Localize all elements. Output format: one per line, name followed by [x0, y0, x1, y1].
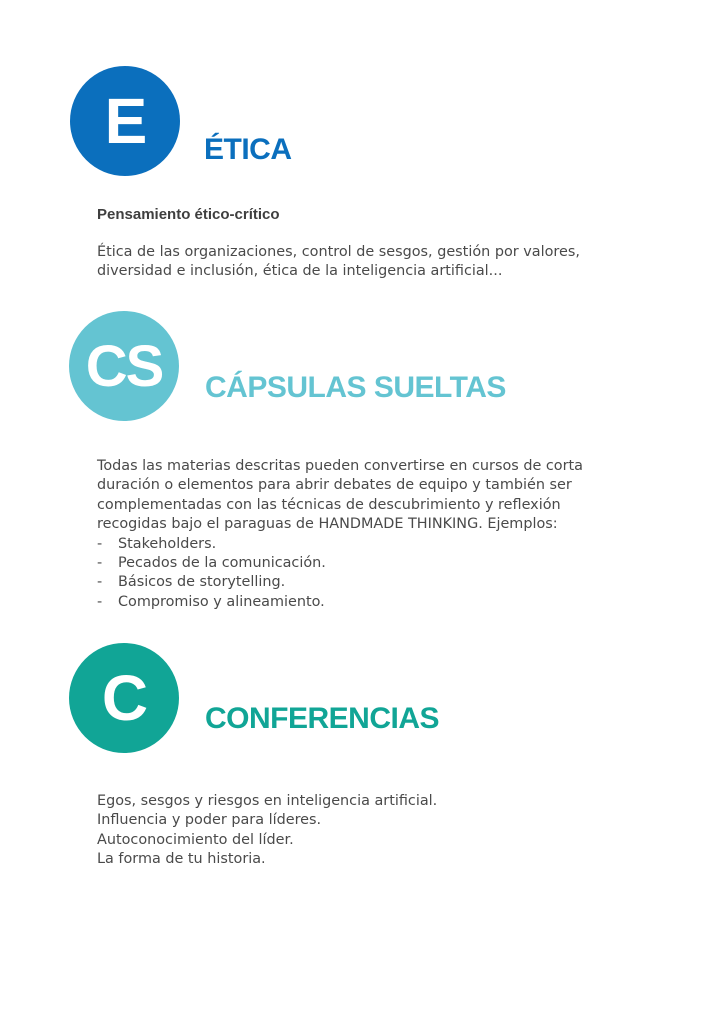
- list-dash: -: [97, 574, 103, 591]
- etica-description-line: Ética de las organizaciones, control de sesgos, gestión por valores,: [97, 244, 580, 260]
- conferencias-talk-item: Influencia y poder para líderes.: [97, 812, 322, 829]
- capsulas-title: CÁPSULAS SUELTAS: [205, 371, 506, 404]
- etica-badge: [70, 66, 180, 176]
- conferencias-badge: [69, 643, 179, 753]
- list-dash: -: [97, 555, 103, 572]
- capsulas-badge: [69, 311, 179, 421]
- capsulas-description-line: recogidas bajo el paraguas de HANDMADE THINKING. Ejemplos:: [97, 516, 558, 533]
- capsulas-description-line: complementadas con las técnicas de descubrimiento y reflexión: [97, 496, 561, 513]
- conferencias-talk-item: La forma de tu historia.: [97, 851, 266, 868]
- conferencias-talk-item: Autoconocimiento del líder.: [97, 831, 294, 848]
- conferencias-talk-list: [97, 792, 437, 870]
- capsulas-examples-list: [97, 535, 583, 613]
- conferencias-title: CONFERENCIAS: [205, 702, 440, 735]
- conferencias-badge-letter: C: [101, 662, 147, 734]
- list-item-text: Pecados de la comunicación.: [118, 555, 326, 572]
- list-dash: -: [97, 593, 103, 610]
- capsulas-description-line: Todas las materias descritas pueden convertirse en cursos de corta: [97, 458, 583, 474]
- list-item-text: Básicos de storytelling.: [118, 574, 286, 591]
- capsulas-description: [97, 457, 583, 612]
- capsulas-description-line: duración o elementos para abrir debates de equipo y también ser: [97, 477, 572, 494]
- etica-description-line: diversidad e inclusión, ética de la inteligencia artificial...: [97, 263, 503, 280]
- capsulas-badge-letters: CS: [85, 333, 163, 399]
- list-item: [97, 535, 583, 554]
- list-item-text: Stakeholders.: [118, 535, 217, 552]
- list-dash: -: [97, 535, 103, 552]
- etica-subheading: Pensamiento ético-crítico: [97, 206, 280, 223]
- etica-badge-letter: E: [104, 85, 146, 157]
- list-item: [97, 573, 583, 592]
- conferencias-talk-item: Egos, sesgos y riesgos en inteligencia artificial.: [97, 793, 438, 809]
- etica-description: [97, 243, 580, 282]
- list-item: [97, 554, 583, 573]
- etica-title: ÉTICA: [204, 133, 292, 166]
- list-item-text: Compromiso y alineamiento.: [118, 593, 325, 610]
- list-item: [97, 593, 583, 612]
